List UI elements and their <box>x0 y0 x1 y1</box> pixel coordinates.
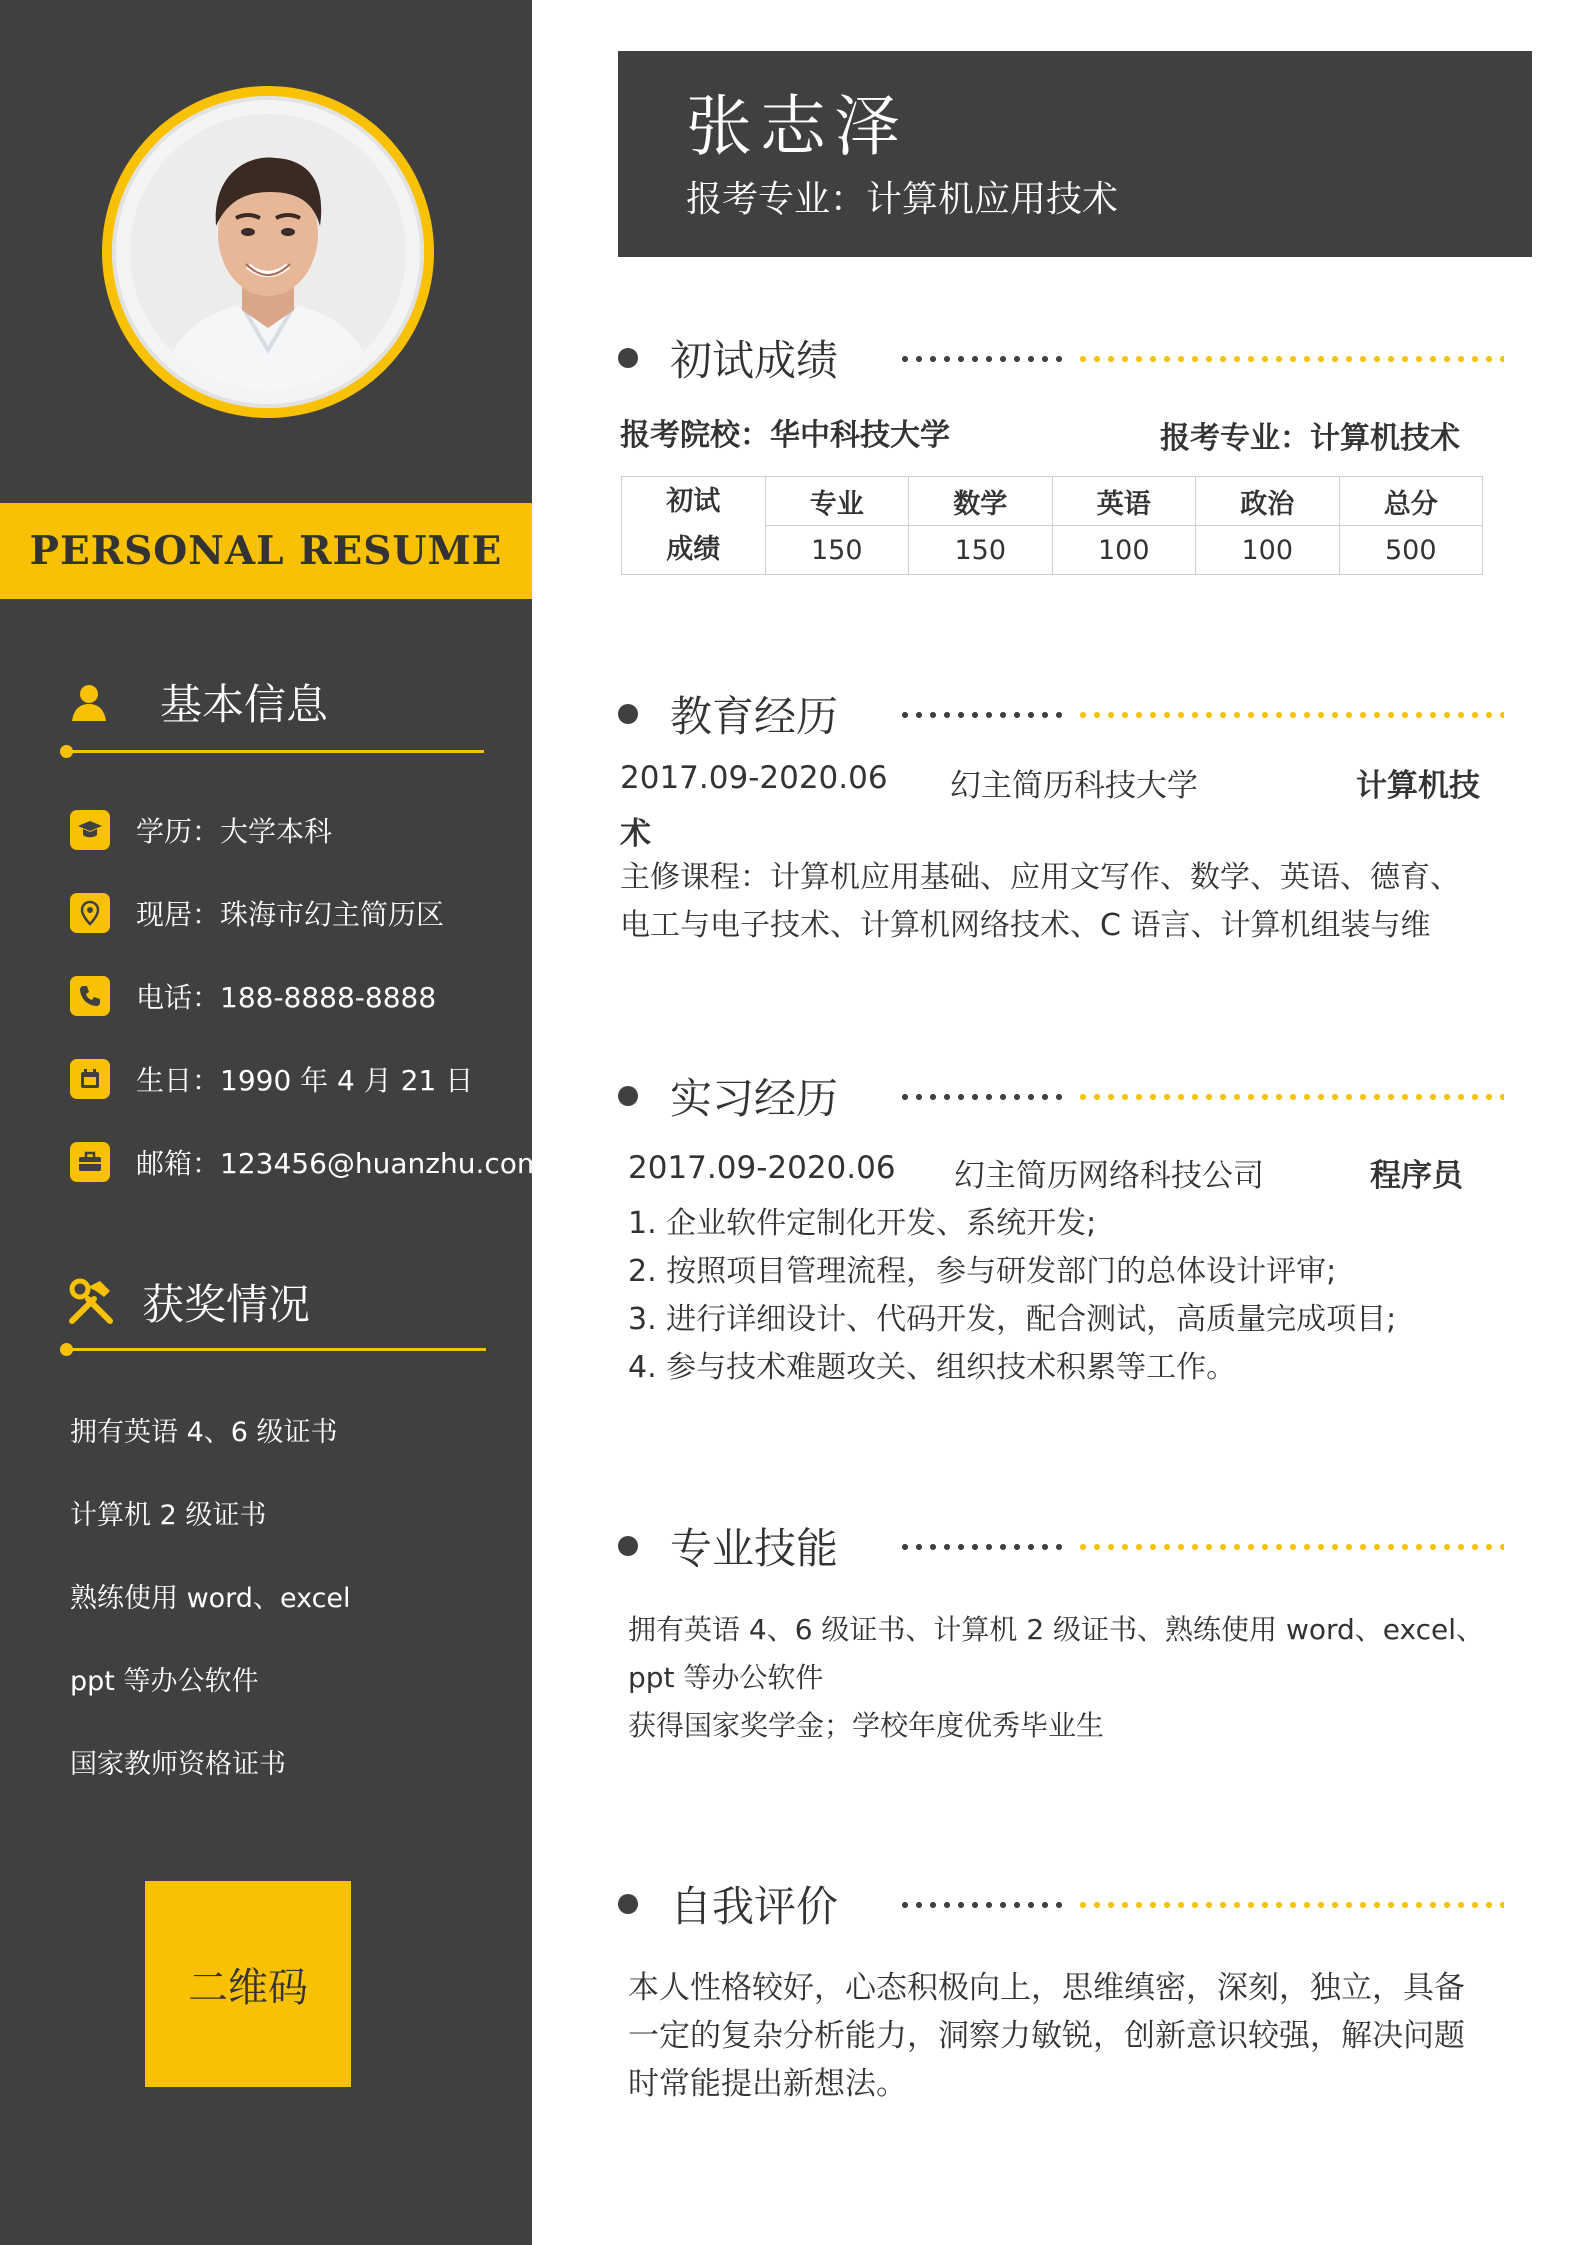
education-courses <box>620 852 1500 962</box>
internship-item: 2. 按照项目管理流程，参与研发部门的总体设计评审; <box>628 1254 1337 1289</box>
qr-code-placeholder <box>145 1881 351 2087</box>
score-value-cell: 100 <box>1196 526 1340 575</box>
dotted-divider-dark <box>898 356 1068 362</box>
basic-info-heading <box>68 672 328 732</box>
resume-banner <box>0 503 532 599</box>
education-major-wrap: 术 <box>620 816 651 852</box>
self-eval-line: 一定的复杂分析能力，洞察力敏锐，创新意识较强，解决问题 <box>628 2018 1465 2054</box>
internship-role: 程序员 <box>1370 1158 1463 1194</box>
score-row-header-line2: 成绩 <box>666 533 721 565</box>
self-eval-section-title: 自我评价 <box>670 1882 839 1931</box>
score-value-cell: 100 <box>1052 526 1196 575</box>
dotted-divider-yellow <box>1076 1902 1504 1908</box>
education-section-heading <box>618 684 1504 744</box>
dotted-divider-dark <box>898 1094 1068 1100</box>
internship-section-title: 实习经历 <box>670 1074 839 1123</box>
info-email <box>70 1140 544 1184</box>
person-photo-icon <box>130 114 406 390</box>
dotted-divider-yellow <box>1076 1544 1504 1550</box>
profile-photo <box>130 114 406 390</box>
phone-icon <box>70 976 110 1016</box>
self-eval-line: 本人性格较好，心态积极向上，思维缜密，深刻，独立，具备 <box>628 1970 1465 2006</box>
awards-title: 获奖情况 <box>142 1280 311 1329</box>
score-table <box>621 476 1483 575</box>
candidate-name: 张志泽 <box>686 88 908 165</box>
bullet-dot <box>618 1086 638 1106</box>
exam-section-heading <box>618 328 1504 388</box>
internship-item: 4. 参与技术难题攻关、组织技术积累等工作。 <box>628 1350 1237 1385</box>
internship-company: 幻主简历网络科技公司 <box>954 1158 1264 1194</box>
user-icon <box>68 681 110 723</box>
score-row-header <box>622 477 766 575</box>
education-major: 计算机技 <box>1356 768 1480 804</box>
avatar <box>102 86 434 418</box>
score-row-header-line1: 初试 <box>666 485 721 517</box>
qr-label: 二维码 <box>188 1964 308 2011</box>
avatar-frame <box>112 96 424 408</box>
info-education <box>70 808 332 852</box>
bullet-dot <box>618 1536 638 1556</box>
internship-item: 3. 进行详细设计、代码开发，配合测试，高质量完成项目; <box>628 1302 1397 1337</box>
exam-section-title: 初试成绩 <box>670 336 839 385</box>
score-header-cell: 总分 <box>1339 477 1483 526</box>
basic-info-divider <box>66 750 484 753</box>
info-birthday <box>70 1057 473 1101</box>
exam-school: 报考院校：华中科技大学 <box>620 418 950 453</box>
bullet-dot <box>618 704 638 724</box>
awards-divider <box>66 1348 486 1351</box>
basic-info-title: 基本信息 <box>160 680 329 729</box>
skills-section-title: 专业技能 <box>670 1524 839 1573</box>
self-eval-line: 时常能提出新想法。 <box>628 2066 907 2102</box>
score-header-cell: 数学 <box>909 477 1053 526</box>
bullet-dot <box>618 348 638 368</box>
education-courses-line: 主修课程：计算机应用基础、应用文写作、数学、英语、德育、 <box>620 860 1460 895</box>
calendar-icon <box>70 1059 110 1099</box>
award-item: 熟练使用 word、excel <box>70 1583 351 1614</box>
info-residence-text: 现居：珠海市幻主简历区 <box>136 898 445 931</box>
self-eval-section-heading <box>618 1874 1504 1934</box>
award-item: ppt 等办公软件 <box>70 1666 259 1697</box>
education-school: 幻主简历科技大学 <box>950 768 1198 804</box>
dotted-divider-dark <box>898 1544 1068 1550</box>
exam-major: 报考专业：计算机技术 <box>1160 421 1460 456</box>
info-phone <box>70 974 436 1018</box>
award-item: 拥有英语 4、6 级证书 <box>70 1417 338 1448</box>
score-value-cell: 500 <box>1339 526 1483 575</box>
skills-section-heading <box>618 1516 1504 1576</box>
education-period: 2017.09-2020.06 <box>620 760 888 796</box>
sidebar <box>0 0 545 2245</box>
skills-line: 获得国家奖学金；学校年度优秀毕业生 <box>628 1709 1105 1742</box>
dotted-divider-yellow <box>1076 712 1504 718</box>
bullet-dot <box>618 1894 638 1914</box>
banner-title: PERSONAL RESUME <box>29 528 503 574</box>
education-courses-line: 电工与电子技术、计算机网络技术、C 语言、计算机组装与维 <box>620 908 1431 943</box>
name-card <box>618 51 1532 257</box>
score-header-cell: 专业 <box>765 477 909 526</box>
award-item: 计算机 2 级证书 <box>70 1500 267 1531</box>
info-residence <box>70 891 444 935</box>
dotted-divider-yellow <box>1076 1094 1504 1100</box>
dotted-divider-dark <box>898 712 1068 718</box>
info-email-text: 邮箱：123456@huanzhu.com <box>136 1147 545 1180</box>
award-item: 国家教师资格证书 <box>70 1749 286 1780</box>
briefcase-icon <box>70 1142 110 1182</box>
awards-heading <box>66 1272 310 1332</box>
info-phone-text: 电话：188-8888-8888 <box>136 981 437 1014</box>
tools-icon <box>66 1277 116 1327</box>
internship-section-heading <box>618 1066 1504 1126</box>
score-value-cell: 150 <box>765 526 909 575</box>
skills-line: ppt 等办公软件 <box>628 1661 824 1694</box>
internship-period: 2017.09-2020.06 <box>628 1150 896 1186</box>
info-education-text: 学历：大学本科 <box>136 815 333 848</box>
location-icon <box>70 893 110 933</box>
score-header-cell: 政治 <box>1196 477 1340 526</box>
internship-item: 1. 企业软件定制化开发、系统开发; <box>628 1206 1097 1241</box>
skills-line: 拥有英语 4、6 级证书、计算机 2 级证书、熟练使用 word、excel、 <box>628 1613 1484 1646</box>
info-birthday-text: 生日：1990 年 4 月 21 日 <box>136 1064 474 1097</box>
graduation-cap-icon <box>70 810 110 850</box>
education-section-title: 教育经历 <box>670 692 839 741</box>
dotted-divider-yellow <box>1076 356 1504 362</box>
score-value-cell: 150 <box>909 526 1053 575</box>
dotted-divider-dark <box>898 1902 1068 1908</box>
score-header-cell: 英语 <box>1052 477 1196 526</box>
candidate-subtitle: 报考专业：计算机应用技术 <box>686 179 1119 220</box>
